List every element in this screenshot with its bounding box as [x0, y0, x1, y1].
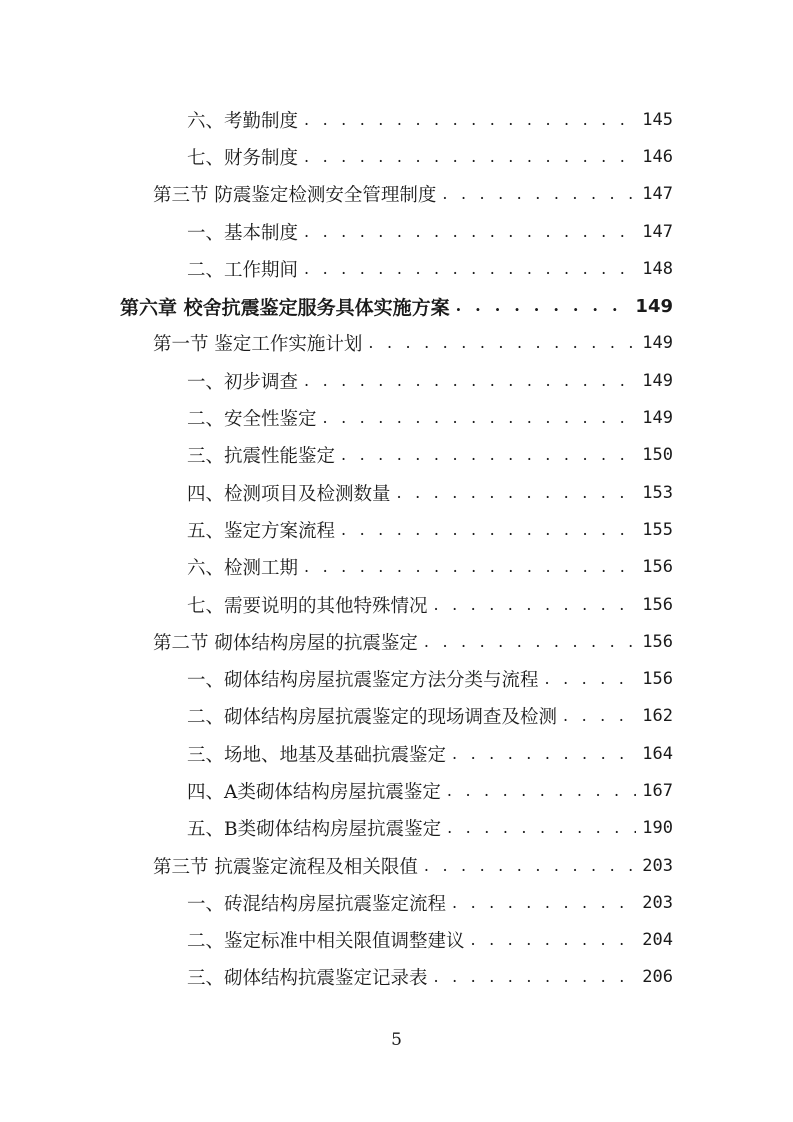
- toc-entry-title: 六、检测工期: [187, 558, 299, 580]
- toc-entry-page: 147: [642, 184, 673, 205]
- toc-entry-title: 一、砌体结构房屋抗震鉴定方法分类与流程: [187, 670, 539, 692]
- dot-leader: [442, 186, 636, 202]
- toc-entry-page: 156: [642, 631, 673, 652]
- toc-entry-title: 一、基本制度: [187, 222, 299, 244]
- toc-entry[interactable]: [0, 287, 793, 324]
- toc-entry[interactable]: [0, 623, 793, 660]
- dot-leader: [434, 597, 637, 613]
- toc-entry-page: 162: [642, 706, 673, 727]
- toc-entry-title: 第一节 鉴定工作实施计划: [153, 334, 363, 356]
- dot-leader: [304, 112, 636, 128]
- toc-entry[interactable]: [0, 959, 793, 996]
- toc-entry-page: 148: [642, 258, 673, 279]
- toc-entry-title: 第六章 校舍抗震鉴定服务具体实施方案: [120, 296, 450, 319]
- toc-entry-page: 164: [642, 743, 673, 764]
- toc-entry-title: 五、鉴定方案流程: [187, 520, 336, 542]
- toc-entry[interactable]: [0, 101, 793, 138]
- toc-entry[interactable]: [0, 772, 793, 809]
- toc-entry-page: 156: [642, 594, 673, 615]
- dot-leader: [397, 485, 637, 501]
- toc-entry-page: 149: [642, 408, 673, 429]
- toc-entry[interactable]: [0, 586, 793, 623]
- toc-entry-page: 203: [642, 892, 673, 913]
- dot-leader: [304, 559, 636, 575]
- toc-entry-title: 一、砖混结构房屋抗震鉴定流程: [187, 893, 447, 915]
- toc-entry-title: 三、场地、地基及基础抗震鉴定: [187, 744, 447, 766]
- toc-entry-title: 二、工作期间: [187, 259, 299, 281]
- dot-leader: [323, 410, 637, 426]
- toc-entry[interactable]: [0, 362, 793, 399]
- toc-entry-title: 七、财务制度: [187, 147, 299, 169]
- toc-entry-page: 149: [642, 333, 673, 354]
- toc-entry-title: 第三节 防震鉴定检测安全管理制度: [153, 185, 437, 207]
- toc-entry-page: 147: [642, 221, 673, 242]
- toc-entry-page: 156: [642, 557, 673, 578]
- dot-leader: [304, 373, 636, 389]
- toc-entry[interactable]: [0, 474, 793, 511]
- dot-leader: [424, 858, 636, 874]
- toc-entry[interactable]: [0, 922, 793, 959]
- toc-entry[interactable]: [0, 437, 793, 474]
- toc-entry-page: 203: [642, 855, 673, 876]
- toc-entry[interactable]: [0, 735, 793, 772]
- toc-entry[interactable]: [0, 660, 793, 697]
- toc-entry-title: 三、砌体结构抗震鉴定记录表: [187, 968, 428, 990]
- toc-entry[interactable]: [0, 250, 793, 287]
- toc-entry-page: 167: [642, 780, 673, 801]
- dot-leader: [341, 447, 636, 463]
- dot-leader: [368, 335, 636, 351]
- toc-entry-title: 四、A类砌体结构房屋抗震鉴定: [187, 781, 441, 803]
- toc-entry-page: 149: [642, 370, 673, 391]
- toc-entry-title: 一、初步调查: [187, 371, 299, 393]
- toc-entry-title: 五、B类砌体结构房屋抗震鉴定: [187, 819, 442, 841]
- toc-entry-page: 155: [642, 519, 673, 540]
- toc-entry-title: 二、安全性鉴定: [187, 409, 317, 431]
- toc-entry-title: 七、需要说明的其他特殊情况: [187, 595, 428, 617]
- dot-leader: [563, 708, 636, 724]
- toc-entry-title: 第二节 砌体结构房屋的抗震鉴定: [153, 632, 418, 654]
- dot-leader: [304, 261, 636, 277]
- dot-leader: [545, 671, 637, 687]
- toc-entry-page: 156: [642, 669, 673, 690]
- toc-entry-page: 206: [642, 967, 673, 988]
- toc-entry[interactable]: [0, 138, 793, 175]
- toc-entry[interactable]: [0, 884, 793, 921]
- dot-leader: [452, 895, 636, 911]
- toc-entry-page: 204: [642, 930, 673, 951]
- toc-entry-page: 190: [642, 818, 673, 839]
- toc-entry[interactable]: [0, 847, 793, 884]
- dot-leader: [456, 298, 630, 314]
- dot-leader: [471, 932, 637, 948]
- toc-entry-title: 四、检测项目及检测数量: [187, 483, 391, 505]
- toc-entry-page: 146: [642, 146, 673, 167]
- toc-entry-page: 153: [642, 482, 673, 503]
- page-number: 5: [391, 1030, 402, 1050]
- toc-entry[interactable]: [0, 176, 793, 213]
- toc-entry[interactable]: [0, 511, 793, 548]
- dot-leader: [424, 634, 636, 650]
- toc-entry-title: 第三节 抗震鉴定流程及相关限值: [153, 856, 418, 878]
- toc-entry[interactable]: [0, 549, 793, 586]
- dot-leader: [341, 522, 636, 538]
- toc-entry-page: 150: [642, 445, 673, 466]
- dot-leader: [447, 820, 636, 836]
- toc-entry[interactable]: [0, 399, 793, 436]
- toc-entry-title: 二、砌体结构房屋抗震鉴定的现场调查及检测: [187, 707, 558, 729]
- toc-entry[interactable]: [0, 698, 793, 735]
- toc-entry-title: 三、抗震性能鉴定: [187, 446, 336, 468]
- dot-leader: [452, 746, 636, 762]
- toc-entry[interactable]: [0, 325, 793, 362]
- dot-leader: [304, 224, 636, 240]
- toc-entry[interactable]: [0, 213, 793, 250]
- toc-entry[interactable]: [0, 810, 793, 847]
- dot-leader: [434, 969, 637, 985]
- dot-leader: [304, 149, 636, 165]
- toc-entry-title: 六、考勤制度: [187, 110, 299, 132]
- toc-entry-page: 149: [635, 295, 673, 317]
- dot-leader: [447, 783, 636, 799]
- table-of-contents: [0, 101, 793, 996]
- toc-entry-page: 145: [642, 109, 673, 130]
- toc-entry-title: 二、鉴定标准中相关限值调整建议: [187, 931, 465, 953]
